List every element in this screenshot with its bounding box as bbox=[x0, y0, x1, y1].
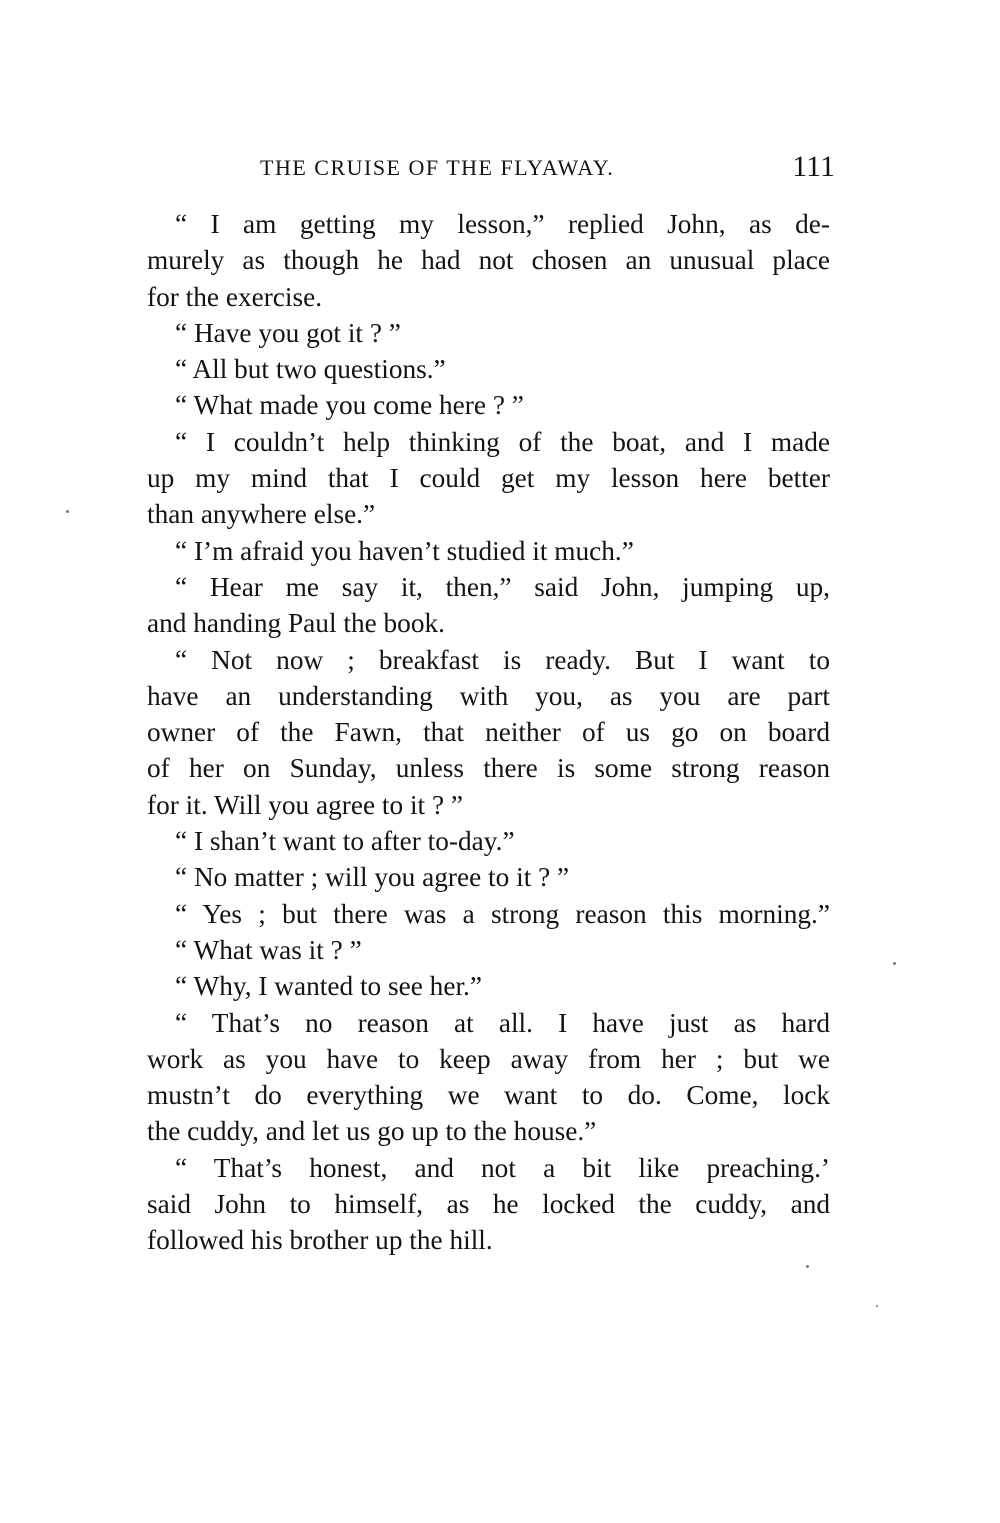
text-line: followed his brother up the hill. bbox=[147, 1225, 493, 1256]
text-line: “ Not now ; breakfast is ready. But I want to bbox=[175, 644, 830, 675]
text-line: “ Yes ; but there was a strong reason this morning.” bbox=[175, 898, 830, 929]
text-line: “ I shan’t want to after to-day.” bbox=[175, 826, 515, 857]
text-line: murely as though he had not chosen an unusual place bbox=[147, 245, 830, 276]
text-line: mustn’t do everything we want to do. Come, lock bbox=[147, 1080, 830, 1111]
running-head bbox=[260, 150, 835, 186]
text-line: “ What made you come here ? ” bbox=[175, 390, 524, 421]
page-number: 111 bbox=[792, 150, 835, 183]
text-line: the cuddy, and let us go up to the house.” bbox=[147, 1116, 597, 1147]
text-line: “ No matter ; will you agree to it ? ” bbox=[175, 862, 570, 893]
text-line: “ What was it ? ” bbox=[175, 934, 362, 965]
text-line: up my mind that I could get my lesson here better bbox=[147, 463, 830, 494]
print-speck bbox=[893, 962, 896, 965]
text-line: “ I’m afraid you haven’t studied it much.” bbox=[175, 535, 634, 566]
text-line: “ Have you got it ? ” bbox=[175, 317, 401, 348]
text-line: have an understanding with you, as you are part bbox=[147, 680, 830, 711]
text-line: for the exercise. bbox=[147, 281, 323, 312]
text-line: “ That’s no reason at all. I have just as hard bbox=[175, 1007, 830, 1038]
text-line: than anywhere else.” bbox=[147, 499, 376, 530]
text-line: owner of the Fawn, that neither of us go on board bbox=[147, 717, 830, 748]
print-speck bbox=[66, 510, 69, 513]
text-line: work as you have to keep away from her ; but we bbox=[147, 1043, 830, 1074]
text-line: “ I am getting my lesson,” replied John, as de- bbox=[175, 209, 830, 239]
text-line: “ Hear me say it, then,” said John, jumping up, bbox=[175, 571, 830, 602]
text-line: “ I couldn’t help thinking of the boat, and I made bbox=[175, 426, 830, 457]
text-line: “ That’s honest, and not a bit like preaching.’ bbox=[175, 1152, 830, 1183]
body-text bbox=[147, 206, 830, 1259]
running-title: THE CRUISE OF THE FLYAWAY. bbox=[260, 155, 615, 180]
print-speck bbox=[876, 1305, 878, 1307]
text-line: “ All but two questions.” bbox=[175, 354, 446, 385]
print-speck bbox=[806, 1265, 809, 1268]
text-line: said John to himself, as he locked the cuddy, and bbox=[147, 1189, 830, 1220]
text-line: “ Why, I wanted to see her.” bbox=[175, 971, 482, 1002]
text-line: for it. Will you agree to it ? ” bbox=[147, 789, 464, 820]
text-line: of her on Sunday, unless there is some strong reason bbox=[147, 753, 830, 784]
text-line: and handing Paul the book. bbox=[147, 608, 445, 639]
